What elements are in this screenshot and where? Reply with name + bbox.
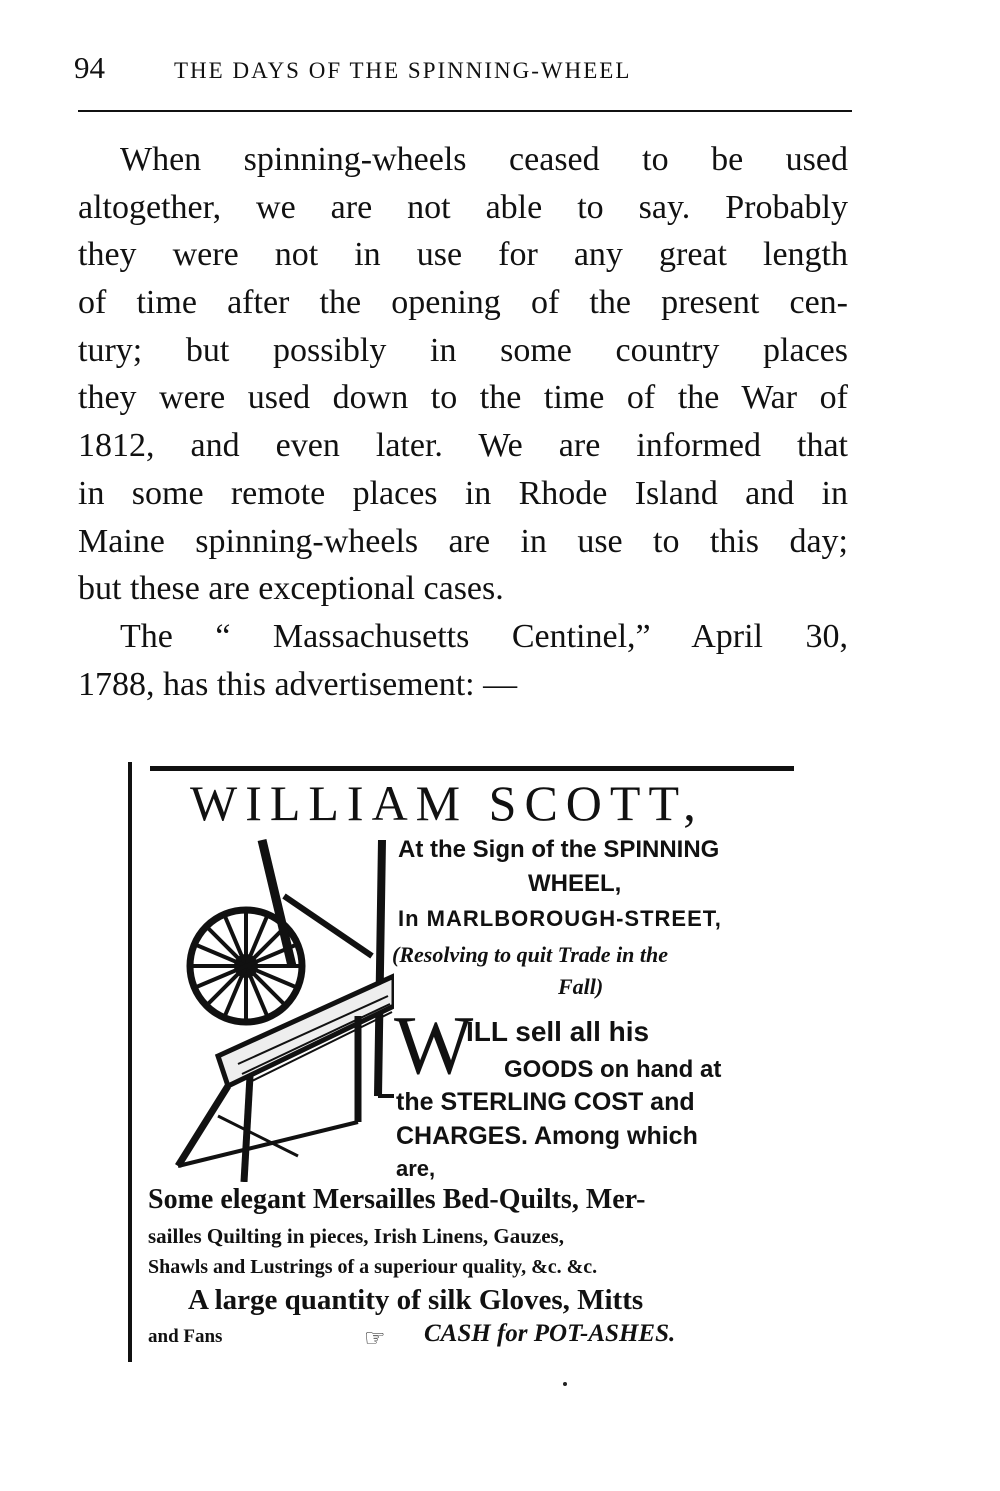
body-line: they were used down to the time of the War of xyxy=(78,379,848,417)
ad-top-rule xyxy=(150,766,794,771)
ad-will-line: the STERLING COST and xyxy=(396,1088,695,1116)
spinning-wheel-icon xyxy=(158,836,394,1182)
ad-paren: Fall) xyxy=(558,974,604,999)
ad-merchant-name: WILLIAM SCOTT, xyxy=(190,775,704,831)
page-header xyxy=(74,50,852,90)
body-text xyxy=(78,136,848,708)
body-line: altogether, we are not able to say. Probably xyxy=(78,188,848,226)
ad-sign-line: WHEEL, xyxy=(528,870,622,897)
page-number: 94 xyxy=(74,50,105,85)
ad-goods-line: and Fans xyxy=(148,1326,223,1347)
advertisement xyxy=(128,758,798,1358)
body-line: but these are exceptional cases. xyxy=(78,570,504,608)
ad-will-line: GOODS on hand at xyxy=(504,1056,722,1083)
ad-goods-line: A large quantity of silk Gloves, Mitts xyxy=(188,1284,644,1316)
speck xyxy=(563,1382,567,1386)
ad-cash-line: CASH for POT-ASHES. xyxy=(424,1320,676,1347)
pointing-hand-icon: ☞ xyxy=(364,1326,386,1352)
body-line: tury; but possibly in some country places xyxy=(78,331,848,369)
ad-goods-line: Some elegant Mersailles Bed-Quilts, Mer- xyxy=(148,1184,646,1215)
body-line: 1788, has this advertisement: — xyxy=(78,665,518,703)
body-line: they were not in use for any great length xyxy=(78,236,848,274)
ad-will-line: are, xyxy=(396,1156,436,1181)
body-line: in some remote places in Rhode Island and in xyxy=(78,474,848,512)
ad-goods-line: sailles Quilting in pieces, Irish Linens, Gauzes, xyxy=(148,1224,564,1248)
body-line: of time after the opening of the present cen- xyxy=(78,284,848,322)
ad-goods-line: Shawls and Lustrings of a superiour quality, &c. &c. xyxy=(148,1256,598,1278)
header-rule xyxy=(78,110,852,112)
body-line: The “ Massachusetts Centinel,” April 30, xyxy=(120,617,848,655)
body-line: Maine spinning-wheels are in use to this day; xyxy=(78,522,848,560)
ad-left-rule xyxy=(128,762,132,1362)
ad-paren: (Resolving to quit Trade in the xyxy=(392,942,669,967)
ad-sign-line: At the Sign of the SPINNING xyxy=(398,836,720,863)
ad-will-line: ILL sell all his xyxy=(466,1016,650,1047)
ad-dropcap: W xyxy=(394,999,474,1092)
body-line: When spinning-wheels ceased to be used xyxy=(120,141,848,178)
ad-street: In MARLBOROUGH-STREET, xyxy=(398,906,722,931)
running-head: THE DAYS OF THE SPINNING-WHEEL xyxy=(174,58,632,83)
body-line: 1812, and even later. We are informed that xyxy=(78,427,848,465)
ad-will-line: CHARGES. Among which xyxy=(396,1122,698,1150)
